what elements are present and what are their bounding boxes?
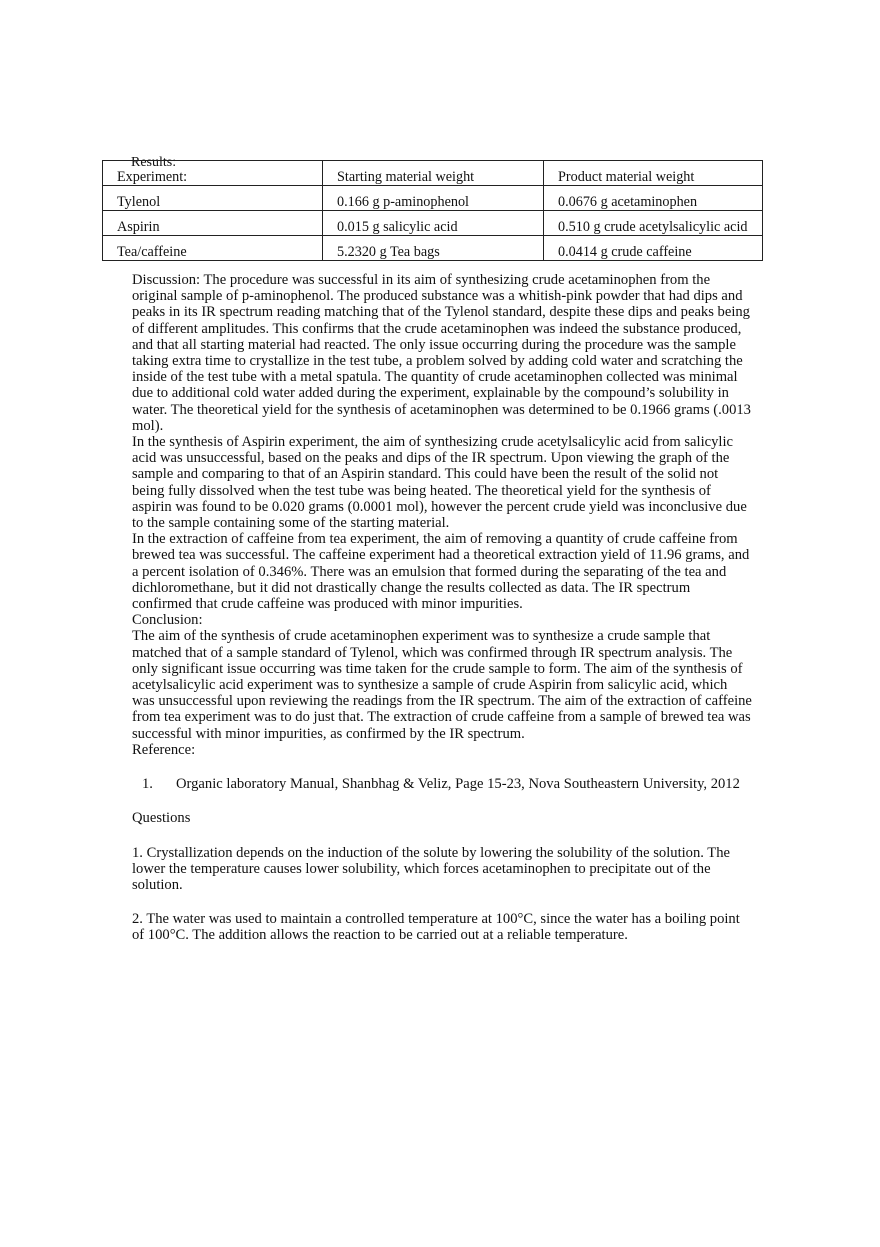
reference-list — [132, 776, 752, 792]
reference-heading: Reference: — [132, 741, 196, 758]
table-row — [103, 236, 763, 261]
reference-number: 1. — [142, 776, 153, 793]
table-cell: Tea/caffeine — [103, 236, 323, 261]
table-cell: Tylenol — [103, 186, 323, 211]
discussion-paragraph-2: In the synthesis of Aspirin experiment, the aim of synthesizing crude acetylsalicylic acid from salicylic acid was unsuccessful, based on the peaks and dips of the IR spectrum. Upon viewing the graph of the sample and comparing to that of an Aspirin standard. This could have been the result of the solid not being fully dissolved when the test tube was being heated. The theoretical yield for the synthesis of aspirin was found to be 0.020 grams (0.0001 mol), however the percent crude yield was inconclusive due to the sample containing some of the starting material. — [132, 434, 747, 532]
table-cell: 0.015 g salicylic acid — [323, 211, 544, 236]
table-row — [103, 211, 763, 236]
discussion-paragraph-1: Discussion: The procedure was successful in its aim of synthesizing crude acetaminophen from the original sample of p-aminophenol. The produced substance was a whitish-pink powder that had dips and peaks in its IR spectrum reading matching that of the Tylenol standard, despite these dips and peaks being of different amplitudes. This confirms that the crude acetaminophen was indeed the substance produced, and that all starting material had reacted. The only issue occurring during the procedure was the sample taking extra time to crystallize in the test tube, a problem solved by adding cold water and scratching the inside of the test tube with a metal spatula. The quantity of crude acetaminophen collected was minimal due to additional cold water added during the experiment, explainable by the compound’s solubility in water. The theoretical yield for the synthesis of acetaminophen was determined to be 0.1966 grams (.0013 mol). — [132, 272, 751, 434]
question-answer-1: 1. Crystallization depends on the induction of the solute by lowering the solubility of the solution. The lower the temperature causes lower solubility, which forces acetaminophen to precipitate out of the solution. — [132, 844, 730, 893]
header-product-weight: Product material weight — [544, 161, 763, 186]
discussion-paragraph-3: In the extraction of caffeine from tea experiment, the aim of removing a quantity of crude caffeine from brewed tea was successful. The caffeine experiment had a theoretical extraction yield of 11.96 grams, and a percent isolation of 0.346%. There was an emulsion that formed during the separating of the tea and dichloromethane, but it did not drastically change the results collected as data. The IR spectrum confirmed that crude caffeine was produced with minor impurities. — [132, 531, 750, 613]
results-table — [102, 160, 763, 261]
conclusion-text: The aim of the synthesis of crude acetaminophen experiment was to synthesize a crude sample that matched that of a sample standard of Tylenol, which was confirmed through IR spectrum analysis. The only significant issue occurring was time taken for the crude sample to form. The aim of the synthesis of acetylsalicylic acid experiment was to synthesize a sample of crude Aspirin from salicylic acid, which was unsuccessful upon reviewing the readings from the IR spectrum. The aim of the extraction of caffeine from tea experiment was to do just that. The extraction of crude caffeine from a sample of brewed tea was successful with minor impurities, as confirmed by the IR spectrum. — [132, 628, 752, 742]
table-cell: 0.166 g p-aminophenol — [323, 186, 544, 211]
header-starting-weight: Starting material weight — [323, 161, 544, 186]
document-body — [132, 272, 752, 944]
table-cell: 5.2320 g Tea bags — [323, 236, 544, 261]
table-cell: Aspirin — [103, 211, 323, 236]
reference-item — [132, 776, 752, 792]
header-experiment: Experiment: — [103, 161, 323, 186]
table-cell: 0.0414 g crude caffeine — [544, 236, 763, 261]
reference-text: Organic laboratory Manual, Shanbhag & Veliz, Page 15-23, Nova Southeastern University, 2012 — [176, 776, 740, 793]
results-label: Results: — [131, 155, 177, 170]
conclusion-heading: Conclusion: — [132, 612, 203, 629]
table-row — [103, 186, 763, 211]
table-header-row — [103, 161, 763, 186]
questions-heading: Questions — [132, 810, 191, 827]
table-cell: 0.0676 g acetaminophen — [544, 186, 763, 211]
question-answer-2: 2. The water was used to maintain a controlled temperature at 100°C, since the water has a boiling point of 100°C. The addition allows the reaction to be carried out at a reliable temperature. — [132, 911, 740, 944]
table-cell: 0.510 g crude acetylsalicylic acid — [544, 211, 763, 236]
